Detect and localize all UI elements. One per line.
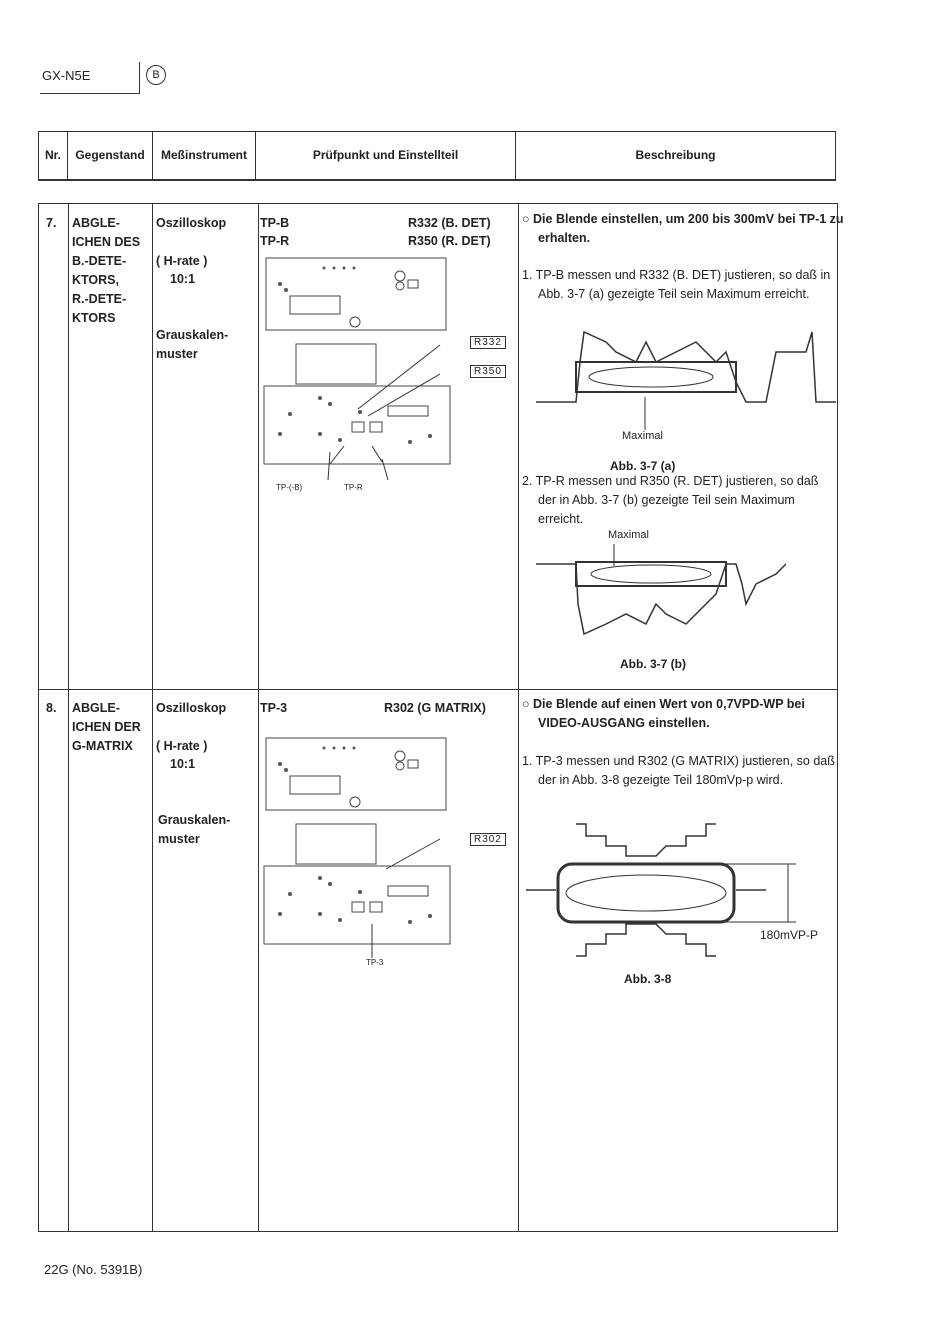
- circle-b-badge: B: [146, 65, 166, 85]
- waveform-3-7b: [536, 544, 786, 644]
- intro-text: Die Blende einstellen, um 200 bis 300mV bei TP-1 zu erhalten.: [533, 212, 844, 245]
- pattern-line: muster: [158, 832, 200, 846]
- page-footer: 22G (No. 5391B): [44, 1262, 143, 1277]
- col-gegenstand: Gegenstand: [68, 132, 153, 179]
- item-line: G-MATRIX: [72, 739, 133, 753]
- grid-line: [68, 204, 69, 1231]
- row7-step1: 1. TP-B messen und R332 (B. DET) justieren, so daß in Abb. 3-7 (a) gezeigte Teil sein Maximum erreicht.: [522, 268, 831, 301]
- col-pruefpunkt: Prüfpunkt und Einstellteil: [256, 132, 516, 179]
- item-line: KTORS,: [72, 273, 119, 287]
- intro-text: Die Blende auf einen Wert von 0,7VPD-WP bei VIDEO-AUSGANG einstellen.: [533, 697, 805, 730]
- row8-intro: ○ Die Blende auf einen Wert von 0,7VPD-WP bei VIDEO-AUSGANG einstellen.: [522, 697, 805, 730]
- row7-nr: 7.: [46, 216, 57, 230]
- divider: [40, 93, 140, 94]
- tp-3-label: TP-3: [366, 958, 384, 967]
- pattern-line: Grauskalen-: [158, 813, 231, 827]
- row7-tp2: TP-R: [260, 234, 290, 248]
- item-line: B.-DETE-: [72, 254, 127, 268]
- pcb-diagram-8: [260, 734, 515, 964]
- row7-ratio: 10:1: [170, 272, 196, 286]
- amplitude-label: 180mVP-P: [760, 928, 819, 942]
- col-beschreibung: Beschreibung: [635, 148, 716, 162]
- waveform-3-7a: [536, 322, 836, 432]
- row-divider: [38, 689, 838, 690]
- row8-r1: R302 (G MATRIX): [384, 701, 486, 715]
- maximal-label-b: Maximal: [608, 529, 649, 541]
- row8-step1: 1. TP-3 messen und R302 (G MATRIX) justieren, so daß der in Abb. 3-8 gezeigte Teil 180mVp-p wird.: [522, 754, 835, 787]
- row7-pattern: [156, 326, 228, 364]
- item-line: KTORS: [72, 311, 116, 325]
- model-number: GX-N5E: [42, 68, 91, 83]
- row7-step2: 2. TP-R messen und R350 (R. DET) justieren, so daß der in Abb. 3-7 (b) gezeigte Teil sein Maximum erreicht.: [522, 474, 819, 526]
- grid-line: [38, 204, 39, 1231]
- caption-3-7a: Abb. 3-7 (a): [610, 459, 676, 473]
- row8-instrument: Oszilloskop: [156, 701, 227, 715]
- row8-tp1: TP-3: [260, 701, 288, 715]
- hrate-label: H-rate: [163, 739, 200, 753]
- item-line: R.-DETE-: [72, 292, 127, 306]
- row8-nr: 8.: [46, 701, 57, 715]
- r332-tag: R332: [470, 336, 506, 349]
- row7-tp1: TP-B: [260, 216, 290, 230]
- item-line: ICHEN DES: [72, 235, 141, 249]
- row7-r2: R350 (R. DET): [408, 234, 491, 248]
- caption-3-8: Abb. 3-8: [624, 972, 672, 986]
- row7-item: [72, 214, 140, 328]
- row8-pattern: [158, 811, 230, 849]
- col-nr: Nr.: [39, 132, 68, 179]
- maximal-label-a: Maximal: [622, 430, 663, 442]
- row7-hrate: ( H-rate ): [156, 254, 208, 268]
- adjustment-table: [38, 203, 844, 1232]
- r302-tag: R302: [470, 833, 506, 846]
- item-line: ICHEN DER: [72, 720, 141, 734]
- row8-hrate: ( H-rate ): [156, 739, 208, 753]
- tp-b-label: TP-(-B): [276, 483, 303, 492]
- row7-instrument: Oszilloskop: [156, 216, 227, 230]
- caption-3-7b: Abb. 3-7 (b): [620, 657, 686, 671]
- pattern-line: Grauskalen-: [156, 328, 229, 342]
- grid-line: [258, 204, 259, 1231]
- hrate-label: H-rate: [163, 254, 200, 268]
- tp-r-label: TP-R: [344, 483, 363, 492]
- row7-intro: ○ Die Blende einstellen, um 200 bis 300mV bei TP-1 zu erhalten.: [522, 212, 844, 245]
- divider: [139, 62, 140, 94]
- item-line: ABGLE-: [72, 701, 120, 715]
- item-line: ABGLE-: [72, 216, 120, 230]
- r350-tag: R350: [470, 365, 506, 378]
- row8-item: [72, 699, 141, 756]
- row7-r1: R332 (B. DET): [408, 216, 491, 230]
- pattern-line: muster: [156, 347, 198, 361]
- grid-line: [518, 204, 519, 1231]
- waveform-3-8: [526, 816, 806, 966]
- row8-ratio: 10:1: [170, 757, 196, 771]
- table-header: [38, 131, 836, 181]
- grid-line: [152, 204, 153, 1231]
- col-messinstrument: Meßinstrument: [153, 132, 256, 179]
